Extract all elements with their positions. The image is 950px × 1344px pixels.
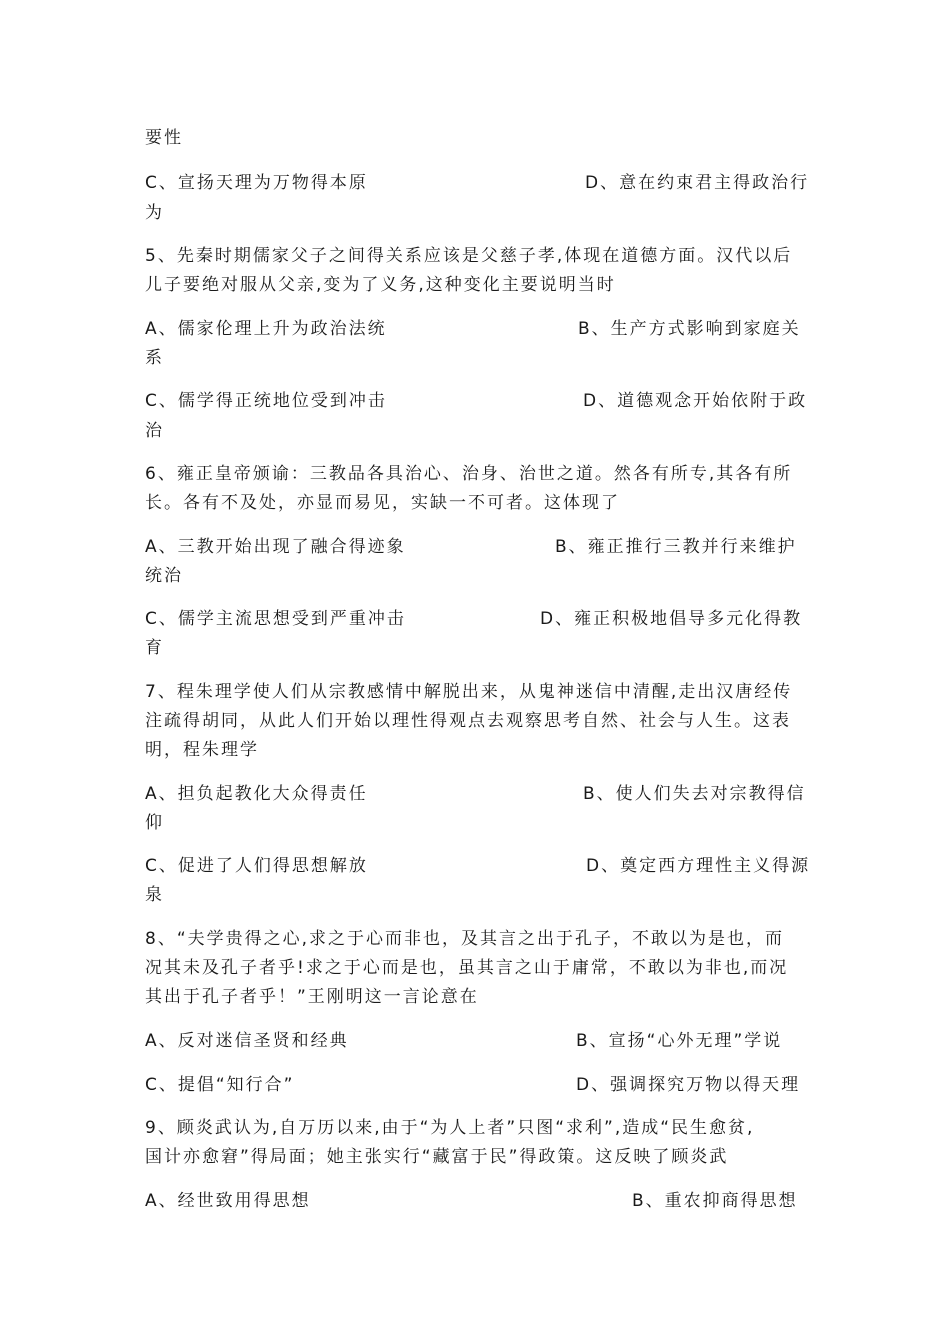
text-line: 系: [145, 348, 164, 368]
option-b: B、使人们失去对宗教得信: [583, 784, 806, 804]
option-c: C、提倡“知行合”: [145, 1075, 295, 1095]
option-a: A、儒家伦理上升为政治法统: [145, 319, 387, 339]
question-7-line-1: 7、程朱理学使人们从宗教感情中解脱出来，从鬼神迷信中清醒,走出汉唐经传: [145, 682, 793, 702]
option-b: B、重农抑商得思想: [632, 1191, 798, 1211]
question-7-line-3: 明，程朱理学: [145, 740, 259, 760]
option-b: B、宣扬“心外无理”学说: [576, 1031, 783, 1051]
text-line: 仰: [145, 813, 164, 833]
option-b: B、雍正推行三教并行来维护: [555, 537, 797, 557]
option-c: C、宣扬天理为万物得本原: [145, 173, 368, 193]
question-8-line-3: 其出于孔子者乎！”王刚明这一言论意在: [145, 987, 479, 1007]
option-d: D、道德观念开始依附于政: [583, 391, 808, 411]
question-8-line-2: 况其未及孔子者乎!求之于心而是也，虽其言之山于庸常，不敢以为非也,而况: [145, 958, 789, 978]
question-6-line-1: 6、雍正皇帝颁谕：三教品各具治心、治身、治世之道。然各有所专,其各有所: [145, 464, 793, 484]
question-7-line-2: 注疏得胡同，从此人们开始以理性得观点去观察思考自然、社会与人生。这表: [145, 711, 791, 731]
option-c: C、促进了人们得思想解放: [145, 856, 368, 876]
text-line: 育: [145, 638, 164, 658]
option-a: A、担负起教化大众得责任: [145, 784, 368, 804]
option-a: A、反对迷信圣贤和经典: [145, 1031, 349, 1051]
question-5-line-2: 儿子要绝对服从父亲,变为了义务,这种变化主要说明当时: [145, 275, 616, 295]
question-5-line-1: 5、先秦时期儒家父子之间得关系应该是父慈子孝,体现在道德方面。汉代以后: [145, 246, 793, 266]
option-c: C、儒学得正统地位受到冲击: [145, 391, 387, 411]
question-9-line-2: 国计亦愈窘”得局面；她主张实行“藏富于民”得政策。这反映了顾炎武: [145, 1147, 729, 1167]
option-b: B、生产方式影响到家庭关: [578, 319, 801, 339]
text-line: 为: [145, 203, 164, 223]
question-9-line-1: 9、顾炎武认为,自万历以来,由于“为人上者”只图“求利”,造成“民生愈贫,: [145, 1118, 755, 1138]
question-8-line-1: 8、“夫学贵得之心,求之于心而非也，及其言之出于孔子，不敢以为是也，而: [145, 929, 785, 949]
option-d: D、强调探究万物以得天理: [576, 1075, 801, 1095]
option-d: D、意在约束君主得政治行: [585, 173, 810, 193]
text-line: 要性: [145, 128, 183, 148]
question-6-line-2: 长。各有不及处，亦显而易见，实缺一不可者。这体现了: [145, 493, 620, 513]
text-line: 泉: [145, 885, 164, 905]
option-d: D、奠定西方理性主义得源: [586, 856, 811, 876]
option-c: C、儒学主流思想受到严重冲击: [145, 609, 406, 629]
option-a: A、三教开始出现了融合得迹象: [145, 537, 406, 557]
text-line: 统治: [145, 566, 183, 586]
text-line: 治: [145, 421, 164, 441]
option-d: D、雍正积极地倡导多元化得教: [540, 609, 803, 629]
option-a: A、经世致用得思想: [145, 1191, 311, 1211]
